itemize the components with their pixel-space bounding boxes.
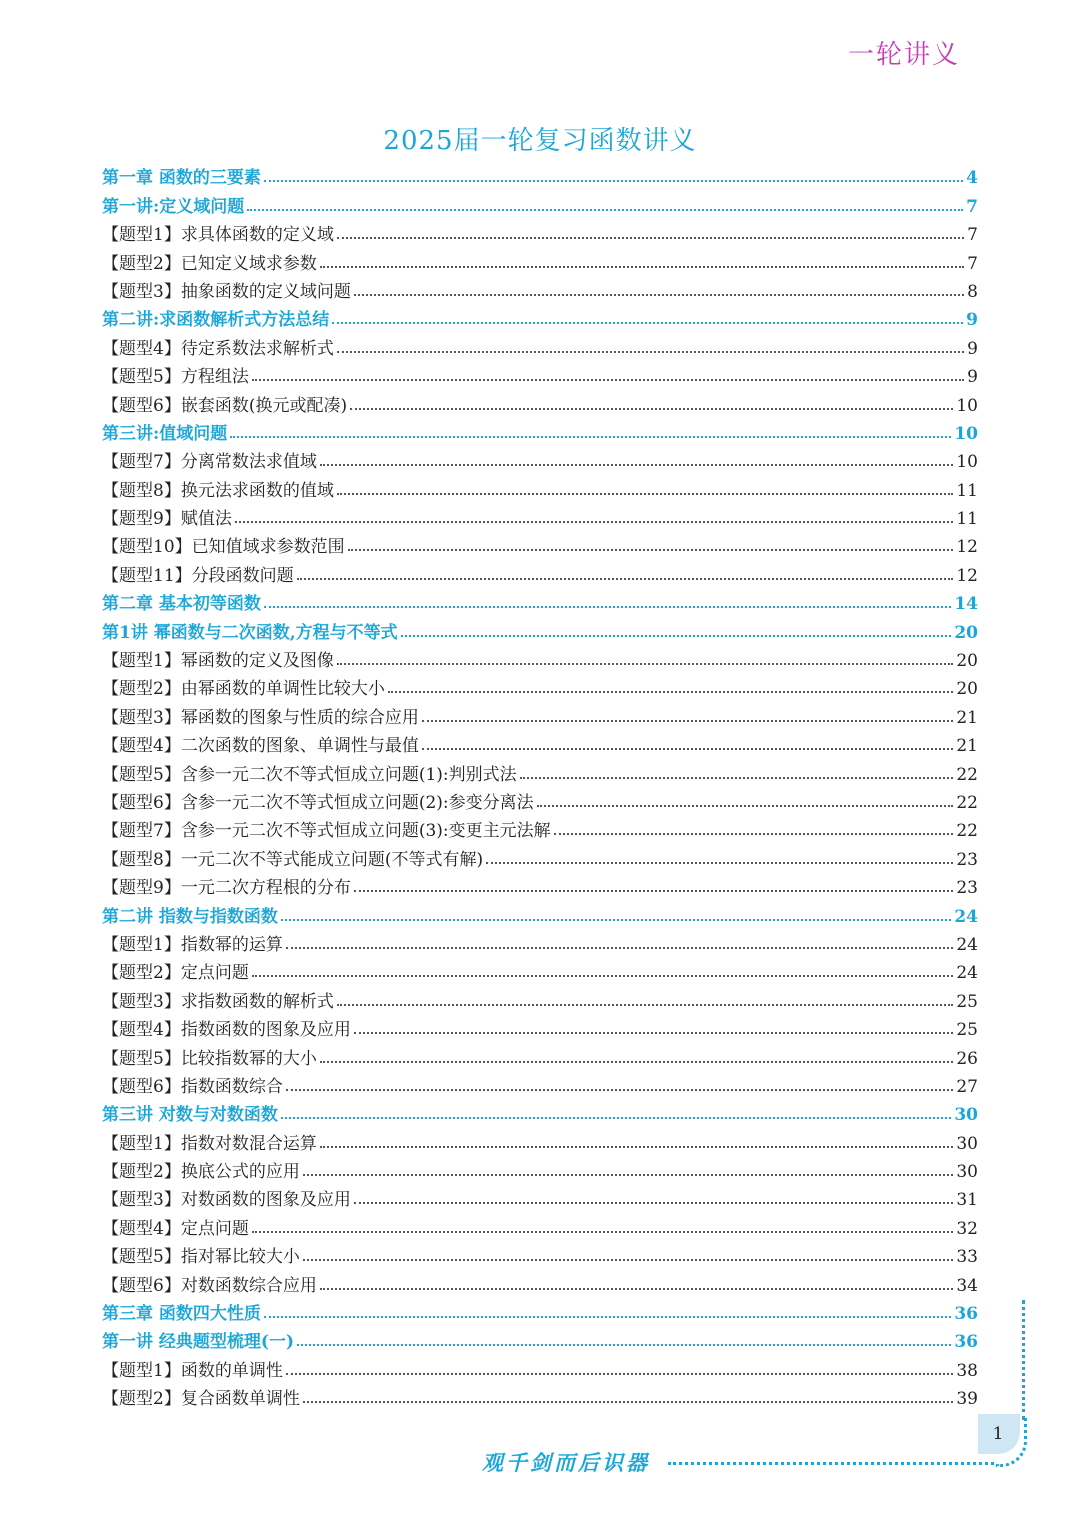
toc-entry[interactable] xyxy=(102,501,978,529)
toc-dot-leader xyxy=(337,493,954,495)
toc-entry[interactable] xyxy=(102,557,978,585)
toc-entry[interactable] xyxy=(102,245,978,273)
toc-dot-leader xyxy=(337,663,954,665)
toc-dot-leader xyxy=(286,1373,954,1375)
toc-label: 第三讲:值域问题 xyxy=(102,423,228,444)
toc-label: 【题型1】函数的单调性 xyxy=(102,1360,283,1381)
page-number: 1 xyxy=(992,1424,1004,1444)
document-title: 2025届一轮复习函数讲义 xyxy=(383,126,697,156)
toc-dot-leader xyxy=(264,606,951,608)
toc-page-number: 4 xyxy=(966,168,978,189)
toc-dot-leader xyxy=(235,521,954,523)
toc-label: 【题型6】对数函数综合应用 xyxy=(102,1275,317,1296)
toc-label: 【题型6】含参一元二次不等式恒成立问题(2):参变分离法 xyxy=(102,792,534,813)
toc-page-number: 34 xyxy=(956,1275,978,1296)
toc-page-number: 14 xyxy=(954,594,978,615)
toc-entry[interactable] xyxy=(102,387,978,415)
footer-dotted-line xyxy=(668,1462,994,1465)
toc-entry[interactable] xyxy=(102,1239,978,1267)
toc-page-number: 10 xyxy=(956,452,978,473)
toc-page-number: 33 xyxy=(956,1247,978,1268)
toc-label: 第一讲:定义域问题 xyxy=(102,196,245,217)
toc-page-number: 20 xyxy=(954,622,978,643)
toc-dot-leader xyxy=(337,351,964,353)
toc-dot-leader xyxy=(297,578,954,580)
toc-label: 【题型8】一元二次不等式能成立问题(不等式有解) xyxy=(102,849,484,870)
toc-page-number: 12 xyxy=(956,565,978,586)
toc-page-number: 9 xyxy=(966,310,978,331)
toc-page-number: 21 xyxy=(956,707,978,728)
toc-dot-leader xyxy=(354,1202,954,1204)
toc-entry[interactable] xyxy=(102,359,978,387)
toc-entry[interactable] xyxy=(102,1154,978,1182)
toc-page-number: 12 xyxy=(956,537,978,558)
toc-page-number: 8 xyxy=(967,281,978,302)
toc-dot-leader xyxy=(354,890,954,892)
toc-entry[interactable] xyxy=(102,1012,978,1040)
toc-heading[interactable] xyxy=(102,1324,978,1352)
toc-dot-leader xyxy=(252,1231,954,1233)
toc-label: 第一章 函数的三要素 xyxy=(102,168,261,189)
toc-label: 【题型1】指数对数混合运算 xyxy=(102,1133,317,1154)
toc-page-number: 23 xyxy=(956,878,978,899)
toc-label: 【题型7】含参一元二次不等式恒成立问题(3):变更主元法解 xyxy=(102,821,551,842)
toc-label: 第二章 基本初等函数 xyxy=(102,594,261,615)
toc-entry[interactable] xyxy=(102,444,978,472)
toc-page-number: 22 xyxy=(956,792,978,813)
toc-dot-leader xyxy=(354,1032,954,1034)
toc-heading[interactable] xyxy=(102,160,978,188)
toc-dot-leader xyxy=(252,379,964,381)
toc-heading[interactable] xyxy=(102,302,978,330)
toc-label: 【题型4】二次函数的图象、单调性与最值 xyxy=(102,736,419,757)
toc-label: 【题型3】抽象函数的定义域问题 xyxy=(102,281,351,302)
toc-dot-leader xyxy=(388,691,954,693)
toc-dot-leader xyxy=(486,862,953,864)
toc-entry[interactable] xyxy=(102,330,978,358)
toc-label: 第一讲 经典题型梳理(一) xyxy=(102,1332,295,1353)
toc-label: 【题型2】定点问题 xyxy=(102,963,249,984)
toc-dot-leader xyxy=(554,833,954,835)
toc-page-number: 30 xyxy=(956,1133,978,1154)
toc-entry[interactable] xyxy=(102,1182,978,1210)
toc-dot-leader xyxy=(337,1004,954,1006)
toc-dot-leader xyxy=(320,1288,954,1290)
toc-label: 第二讲:求函数解析式方法总结 xyxy=(102,310,330,331)
toc-page-number: 7 xyxy=(966,196,978,217)
toc-entry[interactable] xyxy=(102,217,978,245)
toc-dot-leader xyxy=(247,209,963,211)
toc-page-number: 7 xyxy=(967,253,978,274)
toc-entry[interactable] xyxy=(102,728,978,756)
toc-label: 【题型4】待定系数法求解析式 xyxy=(102,338,334,359)
toc-page-number: 21 xyxy=(956,736,978,757)
toc-label: 【题型9】一元二次方程根的分布 xyxy=(102,878,351,899)
toc-label: 【题型9】赋值法 xyxy=(102,509,232,530)
table-of-contents xyxy=(102,160,978,1409)
toc-page-number: 9 xyxy=(967,367,978,388)
toc-entry[interactable] xyxy=(102,955,978,983)
toc-page-number: 32 xyxy=(956,1218,978,1239)
toc-entry[interactable] xyxy=(102,841,978,869)
toc-page-number: 30 xyxy=(954,1105,978,1126)
toc-entry[interactable] xyxy=(102,643,978,671)
header-tag: 一轮讲义 xyxy=(847,40,960,70)
toc-dot-leader xyxy=(320,1146,954,1148)
toc-label: 【题型11】分段函数问题 xyxy=(102,565,294,586)
toc-page-number: 11 xyxy=(956,480,978,501)
toc-label: 【题型2】复合函数单调性 xyxy=(102,1389,300,1410)
toc-page-number: 25 xyxy=(956,1020,978,1041)
toc-heading[interactable] xyxy=(102,898,978,926)
toc-entry[interactable] xyxy=(102,756,978,784)
toc-label: 【题型3】对数函数的图象及应用 xyxy=(102,1190,351,1211)
toc-label: 【题型5】指对幂比较大小 xyxy=(102,1247,300,1268)
toc-dot-leader xyxy=(520,777,954,779)
toc-label: 【题型1】幂函数的定义及图像 xyxy=(102,651,334,672)
toc-heading[interactable] xyxy=(102,1097,978,1125)
toc-entry[interactable] xyxy=(102,927,978,955)
toc-page-number: 10 xyxy=(954,423,978,444)
toc-page-number: 7 xyxy=(967,225,978,246)
toc-dot-leader xyxy=(252,975,954,977)
toc-page-number: 20 xyxy=(956,679,978,700)
toc-label: 【题型5】方程组法 xyxy=(102,367,249,388)
toc-dot-leader xyxy=(320,266,964,268)
toc-page-number: 24 xyxy=(956,934,978,955)
toc-dot-leader xyxy=(286,1089,954,1091)
toc-label: 【题型3】求指数函数的解析式 xyxy=(102,991,334,1012)
toc-page-number: 24 xyxy=(954,906,978,927)
toc-page-number: 11 xyxy=(956,509,978,530)
toc-entry[interactable] xyxy=(102,1040,978,1068)
toc-label: 【题型5】比较指数幂的大小 xyxy=(102,1048,317,1069)
toc-entry[interactable] xyxy=(102,1352,978,1380)
toc-page-number: 22 xyxy=(956,821,978,842)
toc-dot-leader xyxy=(422,748,954,750)
toc-page-number: 36 xyxy=(954,1332,978,1353)
toc-dot-leader xyxy=(422,720,954,722)
toc-page-number: 20 xyxy=(956,651,978,672)
toc-page-number: 23 xyxy=(956,849,978,870)
toc-dot-leader xyxy=(297,1344,951,1346)
toc-label: 【题型8】换元法求函数的值域 xyxy=(102,480,334,501)
toc-dot-leader xyxy=(350,408,953,410)
toc-dot-leader xyxy=(286,947,954,949)
toc-label: 第二讲 指数与指数函数 xyxy=(102,906,278,927)
toc-entry[interactable] xyxy=(102,529,978,557)
toc-dot-leader xyxy=(303,1174,954,1176)
toc-heading[interactable] xyxy=(102,1296,978,1324)
toc-dot-leader xyxy=(537,805,954,807)
toc-dot-leader xyxy=(348,549,954,551)
toc-entry[interactable] xyxy=(102,1210,978,1238)
toc-page-number: 24 xyxy=(956,963,978,984)
toc-label: 【题型1】求具体函数的定义域 xyxy=(102,225,334,246)
toc-page-number: 27 xyxy=(956,1076,978,1097)
toc-page-number: 31 xyxy=(956,1190,978,1211)
toc-label: 【题型6】嵌套函数(换元或配凑) xyxy=(102,395,348,416)
toc-label: 【题型2】已知定义域求参数 xyxy=(102,253,317,274)
toc-page-number: 36 xyxy=(954,1304,978,1325)
toc-dot-leader xyxy=(332,322,963,324)
toc-heading[interactable] xyxy=(102,586,978,614)
toc-entry[interactable] xyxy=(102,1267,978,1295)
toc-entry[interactable] xyxy=(102,472,978,500)
toc-label: 【题型6】指数函数综合 xyxy=(102,1076,283,1097)
toc-heading[interactable] xyxy=(102,188,978,216)
toc-label: 【题型4】定点问题 xyxy=(102,1218,249,1239)
toc-label: 【题型2】换底公式的应用 xyxy=(102,1162,300,1183)
footer-slogan: 观千剑而后识器 xyxy=(482,1450,650,1475)
toc-label: 【题型4】指数函数的图象及应用 xyxy=(102,1020,351,1041)
toc-entry[interactable] xyxy=(102,870,978,898)
toc-label: 【题型7】分离常数法求值域 xyxy=(102,452,317,473)
toc-dot-leader xyxy=(303,1259,954,1261)
toc-entry[interactable] xyxy=(102,699,978,727)
toc-dot-leader xyxy=(320,464,954,466)
toc-dot-leader xyxy=(337,237,964,239)
toc-heading[interactable] xyxy=(102,614,978,642)
toc-label: 【题型3】幂函数的图象与性质的综合应用 xyxy=(102,707,419,728)
toc-entry[interactable] xyxy=(102,785,978,813)
toc-dot-leader xyxy=(320,1061,954,1063)
toc-dot-leader xyxy=(281,919,951,921)
toc-dot-leader xyxy=(264,1316,951,1318)
toc-page-number: 10 xyxy=(956,395,978,416)
toc-page-number: 9 xyxy=(967,338,978,359)
toc-entry[interactable] xyxy=(102,983,978,1011)
toc-label: 第三章 函数四大性质 xyxy=(102,1304,261,1325)
toc-label: 【题型5】含参一元二次不等式恒成立问题(1):判别式法 xyxy=(102,764,517,785)
toc-entry[interactable] xyxy=(102,274,978,302)
toc-dot-leader xyxy=(303,1401,954,1403)
toc-label: 【题型2】由幂函数的单调性比较大小 xyxy=(102,679,385,700)
toc-label: 第1讲 幂函数与二次函数,方程与不等式 xyxy=(102,622,398,643)
toc-page-number: 26 xyxy=(956,1048,978,1069)
toc-dot-leader xyxy=(230,436,951,438)
toc-heading[interactable] xyxy=(102,416,978,444)
toc-entry[interactable] xyxy=(102,1381,978,1409)
toc-dot-leader xyxy=(401,635,952,637)
toc-entry[interactable] xyxy=(102,1125,978,1153)
toc-dot-leader xyxy=(264,180,963,182)
toc-entry[interactable] xyxy=(102,1069,978,1097)
toc-label: 第三讲 对数与对数函数 xyxy=(102,1105,278,1126)
toc-page-number: 38 xyxy=(956,1360,978,1381)
side-dotted-decoration xyxy=(1022,1300,1031,1420)
toc-entry[interactable] xyxy=(102,671,978,699)
toc-label: 【题型1】指数幂的运算 xyxy=(102,934,283,955)
toc-dot-leader xyxy=(281,1117,951,1119)
toc-page-number: 25 xyxy=(956,991,978,1012)
toc-page-number: 22 xyxy=(956,764,978,785)
toc-entry[interactable] xyxy=(102,813,978,841)
toc-page-number: 30 xyxy=(956,1162,978,1183)
toc-page-number: 39 xyxy=(956,1389,978,1410)
toc-label: 【题型10】已知值域求参数范围 xyxy=(102,537,345,558)
toc-dot-leader xyxy=(354,294,964,296)
